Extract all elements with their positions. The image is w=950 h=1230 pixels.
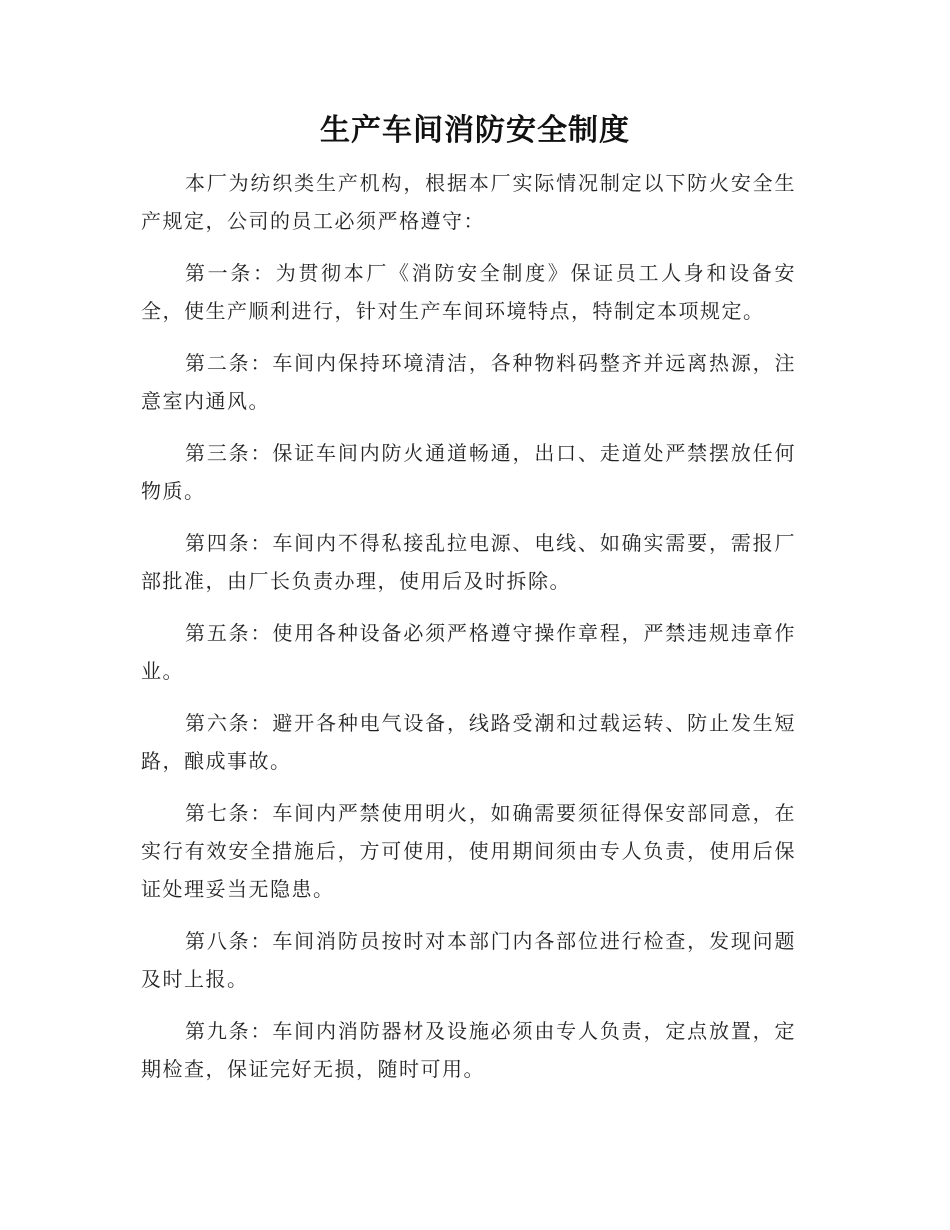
article-4: 第四条：车间内不得私接乱拉电源、电线、如确实需要，需报厂部批准，由厂长负责办理，使用后及时拆除。: [141, 531, 796, 593]
article-2: 第二条：车间内保持环境清洁，各种物料码整齐并远离热源，注意室内通风。: [141, 351, 796, 413]
intro-paragraph: 本厂为纺织类生产机构，根据本厂实际情况制定以下防火安全生产规定，公司的员工必须严格遵守：: [141, 171, 796, 233]
article-5: 第五条：使用各种设备必须严格遵守操作章程，严禁违规违章作业。: [141, 621, 796, 683]
document-title: 生产车间消防安全制度: [320, 113, 630, 148]
document-body: [141, 164, 796, 1102]
article-1: 第一条：为贯彻本厂《消防安全制度》保证员工人身和设备安全，使生产顺利进行，针对生产车间环境特点，特制定本项规定。: [141, 261, 796, 323]
article-9: 第九条：车间内消防器材及设施必须由专人负责，定点放置，定期检查，保证完好无损，随时可用。: [141, 1019, 796, 1081]
article-3: 第三条：保证车间内防火通道畅通，出口、走道处严禁摆放任何物质。: [141, 441, 796, 503]
article-6: 第六条：避开各种电气设备，线路受潮和过载运转、防止发生短路，酿成事故。: [141, 711, 796, 773]
article-8: 第八条：车间消防员按时对本部门内各部位进行检查，发现问题及时上报。: [141, 929, 796, 991]
article-7: 第七条：车间内严禁使用明火，如确需要须征得保安部同意，在实行有效安全措施后，方可使用，使用期间须由专人负责，使用后保证处理妥当无隐患。: [141, 801, 796, 901]
